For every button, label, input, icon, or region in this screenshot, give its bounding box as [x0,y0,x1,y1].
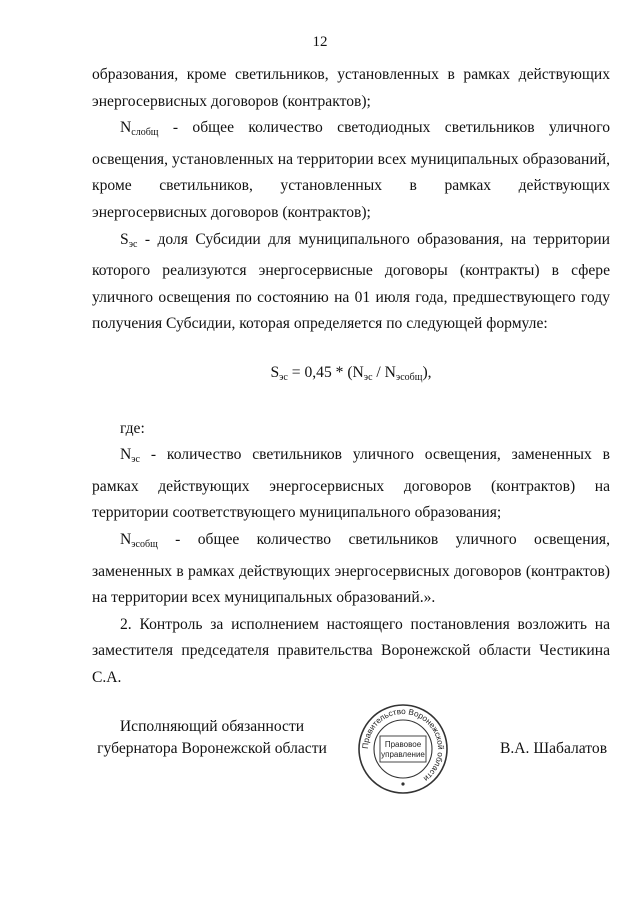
signatory-title-line2: губернатора Воронежской области [97,740,327,757]
formula-mid: = 0,45 * (N [287,363,364,381]
signatory-title-line1: Исполняющий обязанности [119,718,305,735]
symbol-subscript: эсобщ [131,538,158,550]
formula-n2-sub: эсобщ [395,371,423,383]
formula-lhs-sub: эс [279,371,288,383]
formula-n1-sub: эс [363,371,373,383]
formula [92,360,610,392]
paragraph-continuation: образования, кроме светильников, установленных в рамках действующих энергосервисных договоров (контрактов); [92,66,610,110]
stamp-inner-line2: управление [381,750,425,759]
symbol-subscript: эс [128,238,138,250]
symbol-subscript: эс [131,454,140,466]
definition-n-es [92,442,610,527]
page-number: 12 [312,34,328,50]
stamp-ring-text: Правительство Воронежской области [360,706,446,784]
formula-slash: / N [372,363,396,381]
symbol: N [120,119,132,137]
formula-end: ), [422,363,432,381]
definition-n-slobshch [92,115,610,226]
definition-text: - доля Субсидии для муниципального образования, на территории которого реализуются энергосервисные договоры (контракты) в сфере уличного освещения по состоянию на 01 июля года, предшествующего году получения Субсидии, которая определяется по следующей формуле: [92,230,610,333]
definition-text: - общее количество светодиодных светильников уличного освещения, установленных на территории всех муниципальных образований, кроме светильников, установленных в рамках действующих энергосервисных договоров (контрактов); [92,119,610,221]
definition-s-es [92,227,610,338]
definition-text: - количество светильников уличного освещения, замененных в рамках действующих энергосервисных договоров (контрактов) на территории соответствующего муниципального образования; [92,446,610,522]
definition-n-esobshch [92,527,610,612]
definition-text: - общее количество светильников уличного освещения, замененных в рамках действующих энергосервисных договоров (контрактов) на территории всех муниципальных образований.». [92,530,610,607]
stamp-dot [401,782,404,785]
paragraph-control: 2. Контроль за исполнением настоящего постановления возложить на заместителя председателя правительства Воронежской области Честикина С.А. [92,615,610,686]
document-body [92,62,610,691]
formula-lhs: S [270,363,280,381]
signatory-name: В.А. Шабалатов [500,740,608,757]
symbol: N [120,530,132,548]
official-stamp [356,702,450,796]
symbol: N [120,446,132,464]
symbol: S [120,230,129,248]
signatory-title [92,716,332,760]
stamp-inner-line1: Правовое [384,740,422,749]
where-label: где: [120,419,145,437]
symbol-subscript: слобщ [131,127,159,139]
